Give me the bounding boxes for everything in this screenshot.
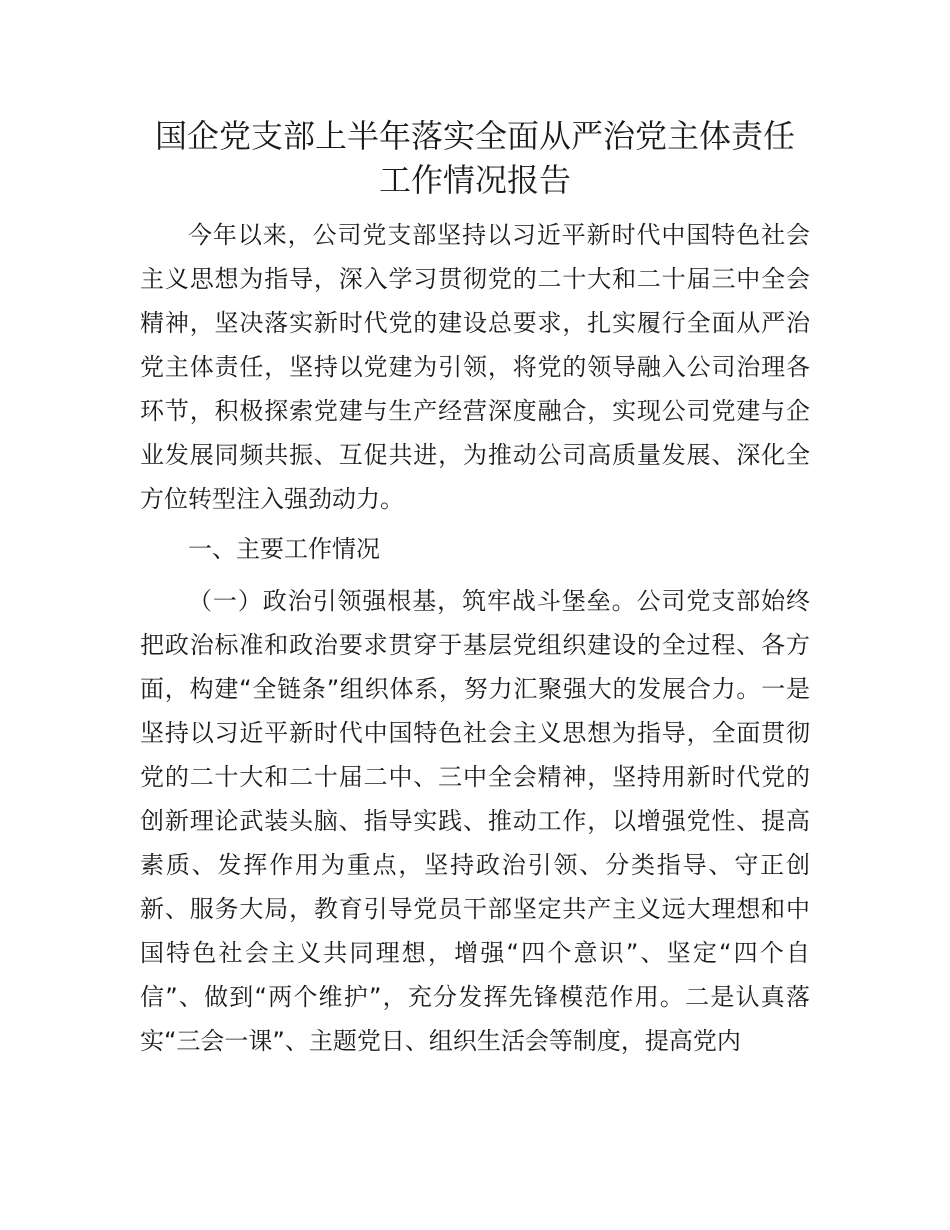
- paragraph-intro: 今年以来，公司党支部坚持以习近平新时代中国特色社会主义思想为指导，深入学习贯彻党的二十大和二十届三中全会精神，坚决落实新时代党的建设总要求，扎实履行全面从严治党主体责任，坚持以党建为引领，将党的领导融入公司治理各环节，积极探索党建与生产经营深度融合，实现公司党建与企业发展同频共振、互促共进，为推动公司高质量发展、深化全方位转型注入强劲动力。: [140, 221, 810, 513]
- section-heading-main-work: 一、主要工作情况: [188, 535, 380, 563]
- paragraph-political-guidance: （一）政治引领强根基，筑牢战斗堡垒。公司党支部始终把政治标准和政治要求贯穿于基层党组织建设的全过程、各方面，构建“全链条”组织体系，努力汇聚强大的发展合力。一是坚持以习近平新时代中国特色社会主义思想为指导，全面贯彻党的二十大和二十届二中、三中全会精神，坚持用新时代党的创新理论武装头脑、指导实践、推动工作，以增强党性、提高素质、发挥作用为重点，坚持政治引领、分类指导、守正创新、服务大局，教育引导党员干部坚定共产主义远大理想和中国特色社会主义共同理想，增强“四个意识”、坚定“四个自信”、做到“两个维护”，充分发挥先锋模范作用。二是认真落实“三会一课”、主题党日、组织生活会等制度，提高党内: [140, 587, 810, 1055]
- document-title-line-2: 工作情况报告: [378, 161, 571, 199]
- document-title-line-1: 国企党支部上半年落实全面从严治党主体责任: [154, 117, 795, 155]
